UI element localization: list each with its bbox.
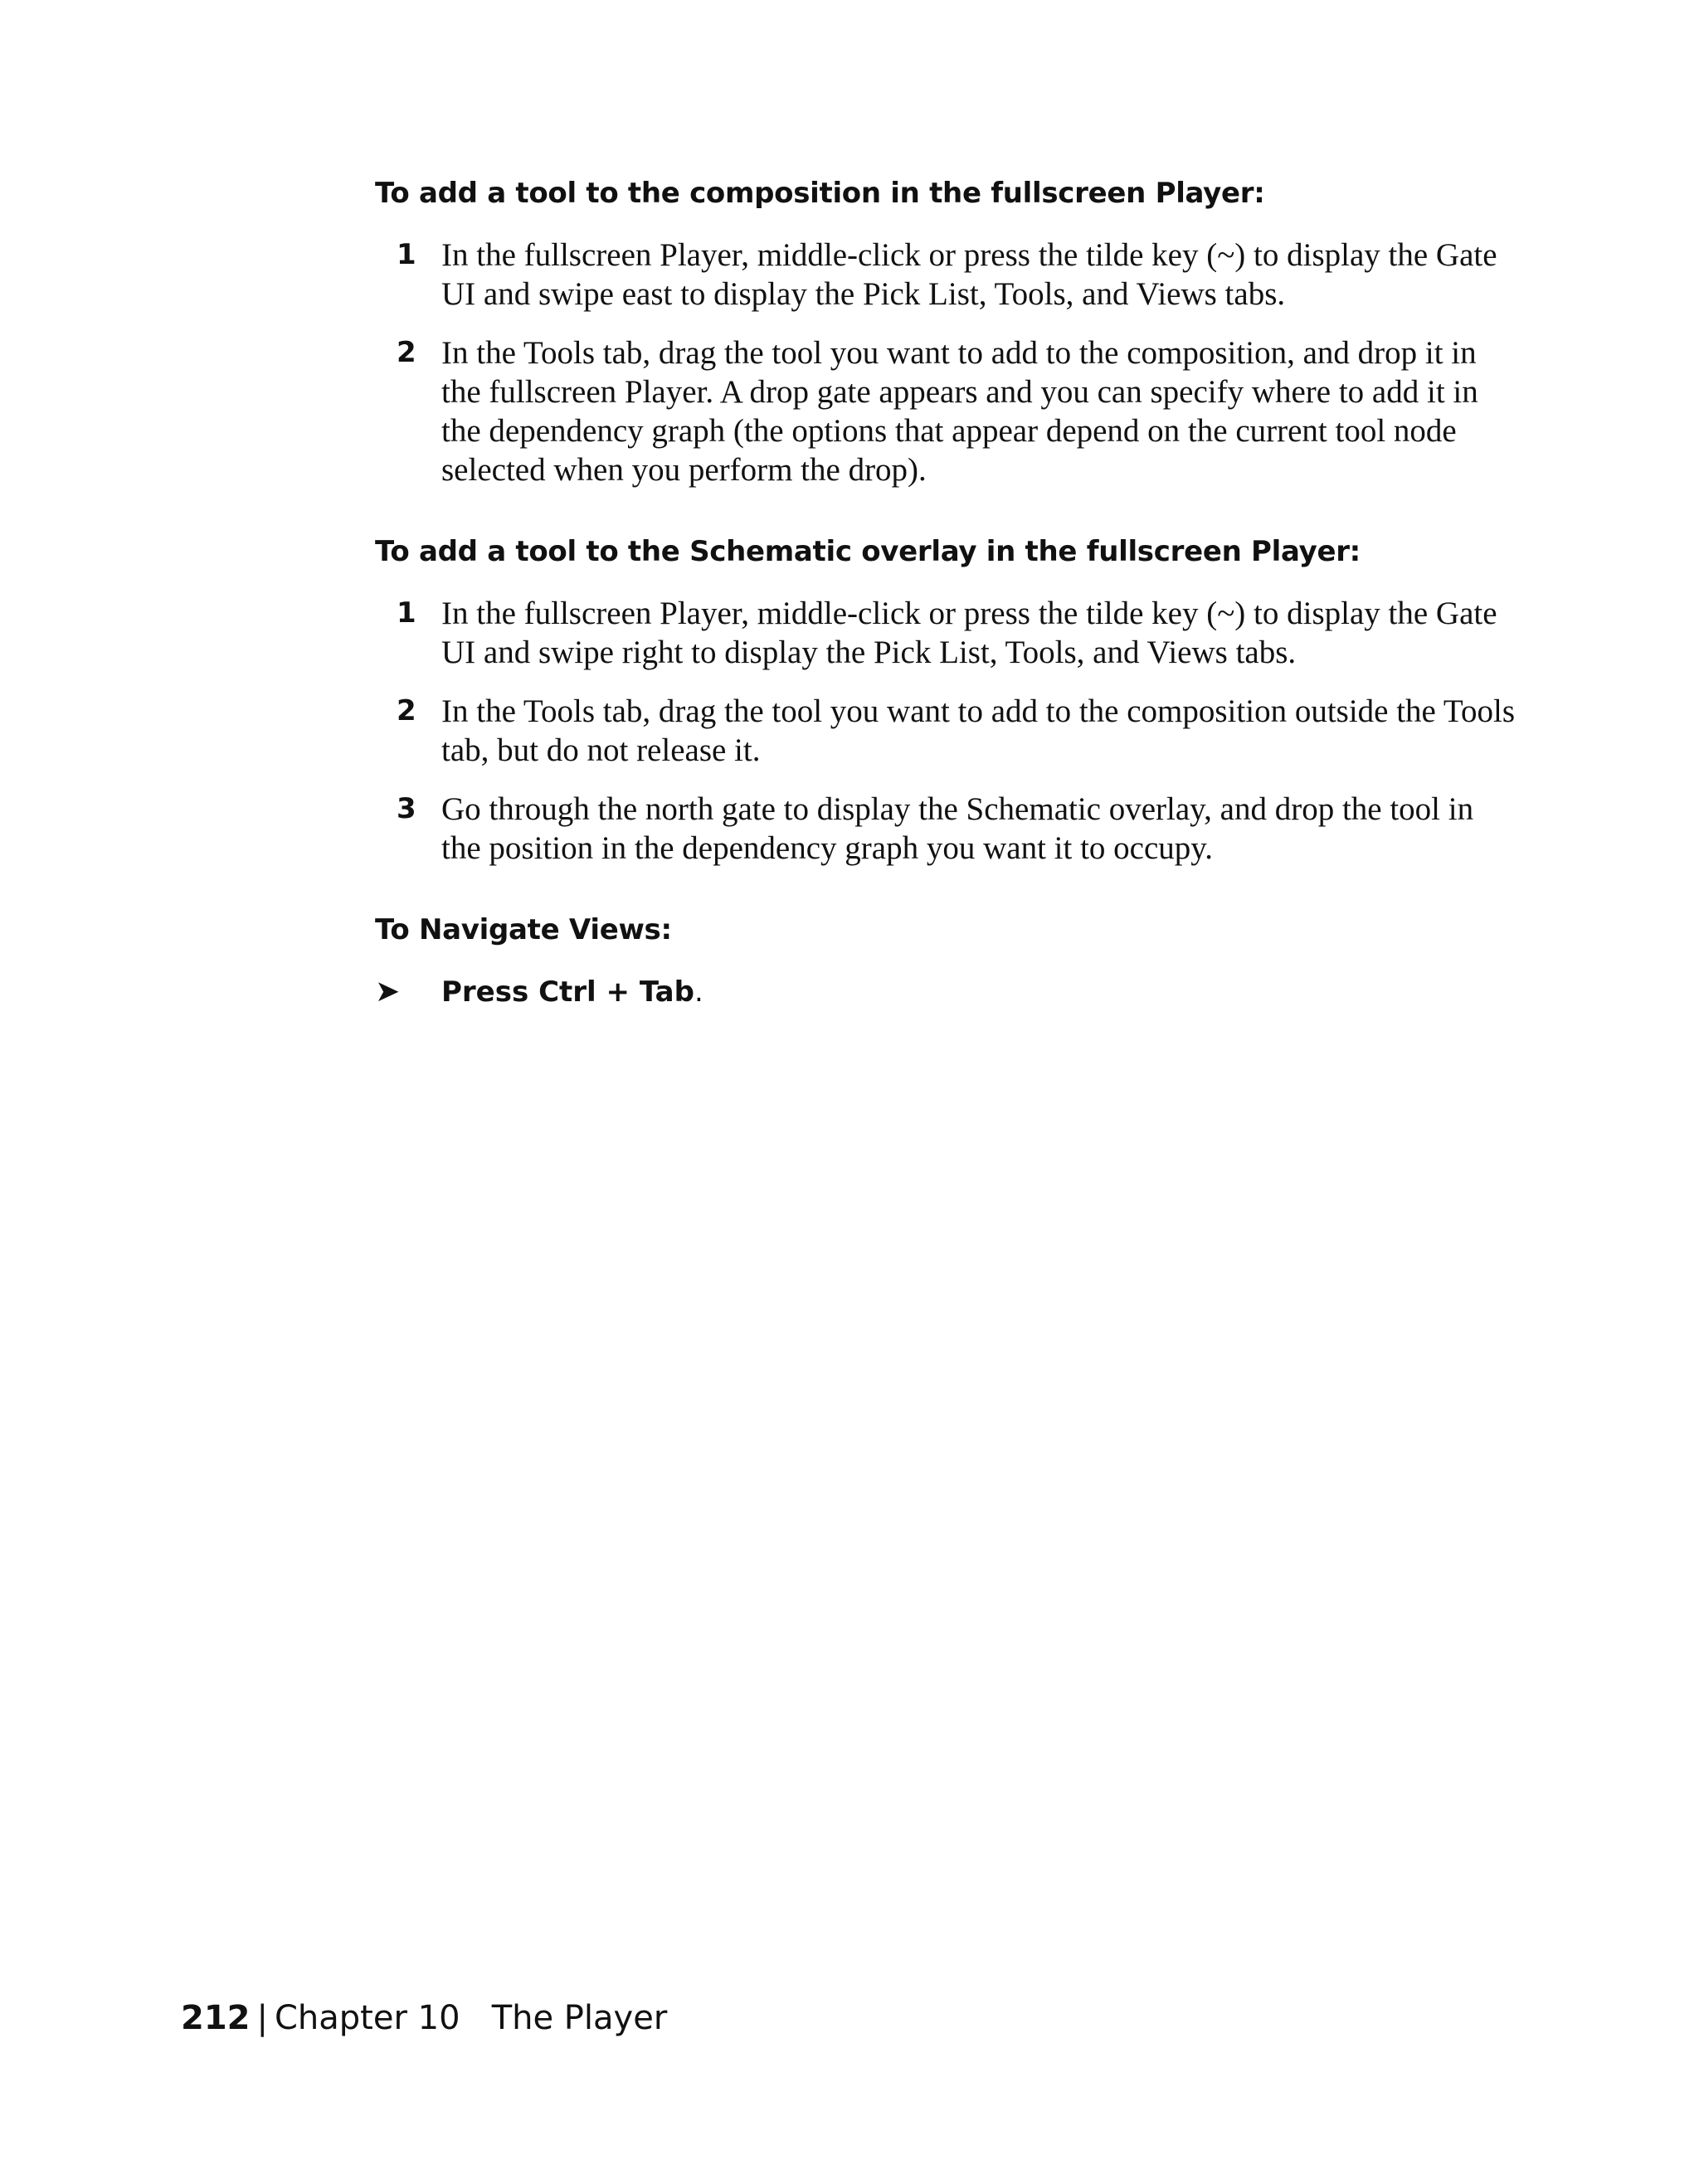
shortcut-key-tab: Tab [639, 975, 694, 1009]
section-add-tool-schematic [375, 533, 1536, 868]
step-item [375, 236, 1536, 314]
step-item [375, 692, 1536, 770]
step-list [375, 594, 1536, 868]
chapter-label: Chapter 10 [274, 1999, 460, 2037]
step-item [375, 333, 1536, 489]
page-content [375, 174, 1536, 1055]
chapter-title: The Player [491, 1999, 668, 2037]
step-number: 2 [397, 694, 416, 727]
step-number: 2 [397, 336, 416, 369]
arrow-bullet-icon: ➤ [375, 975, 401, 1009]
bullet-step [375, 972, 1536, 1012]
shortcut-key-ctrl: Ctrl [538, 975, 596, 1009]
section-heading: To add a tool to the composition in the fullscreen Player: [375, 177, 1265, 210]
step-text: In the fullscreen Player, middle-click or press the tilde key (~) to display the Gate UI and swipe east to display the Pick List, Tools, and Views tabs. [441, 237, 1497, 312]
step-list [375, 236, 1536, 489]
step-text: In the Tools tab, drag the tool you want to add to the composition outside the Tools tab, but do not release it. [441, 693, 1516, 768]
step-number: 1 [397, 596, 416, 630]
page-footer [181, 1997, 667, 2039]
section-navigate-views [375, 911, 1536, 1012]
section-add-tool-composition [375, 174, 1536, 489]
bullet-text [441, 973, 703, 1012]
bullet-prefix: Press [441, 975, 539, 1009]
section-heading: To add a tool to the Schematic overlay in the fullscreen Player: [375, 535, 1361, 568]
bullet-suffix: . [694, 975, 703, 1009]
step-number: 3 [397, 792, 416, 825]
step-number: 1 [397, 238, 416, 271]
shortcut-plus: + [596, 975, 640, 1009]
step-text: Go through the north gate to display the Schematic overlay, and drop the tool in the position in the dependency graph you want it to occupy. [441, 791, 1474, 866]
footer-separator: | [256, 1999, 268, 2037]
step-item [375, 790, 1536, 868]
step-text: In the Tools tab, drag the tool you want to add to the composition, and drop it in the fullscreen Player. A drop gate appears and you can specify where to add it in the dependency graph (the options that appear depend on the current tool node selected when you perform the drop). [441, 335, 1478, 488]
step-item [375, 594, 1536, 672]
section-heading: To Navigate Views: [375, 913, 672, 946]
step-text: In the fullscreen Player, middle-click or press the tilde key (~) to display the Gate UI and swipe right to display the Pick List, Tools, and Views tabs. [441, 596, 1497, 670]
page-number: 212 [181, 1999, 251, 2037]
